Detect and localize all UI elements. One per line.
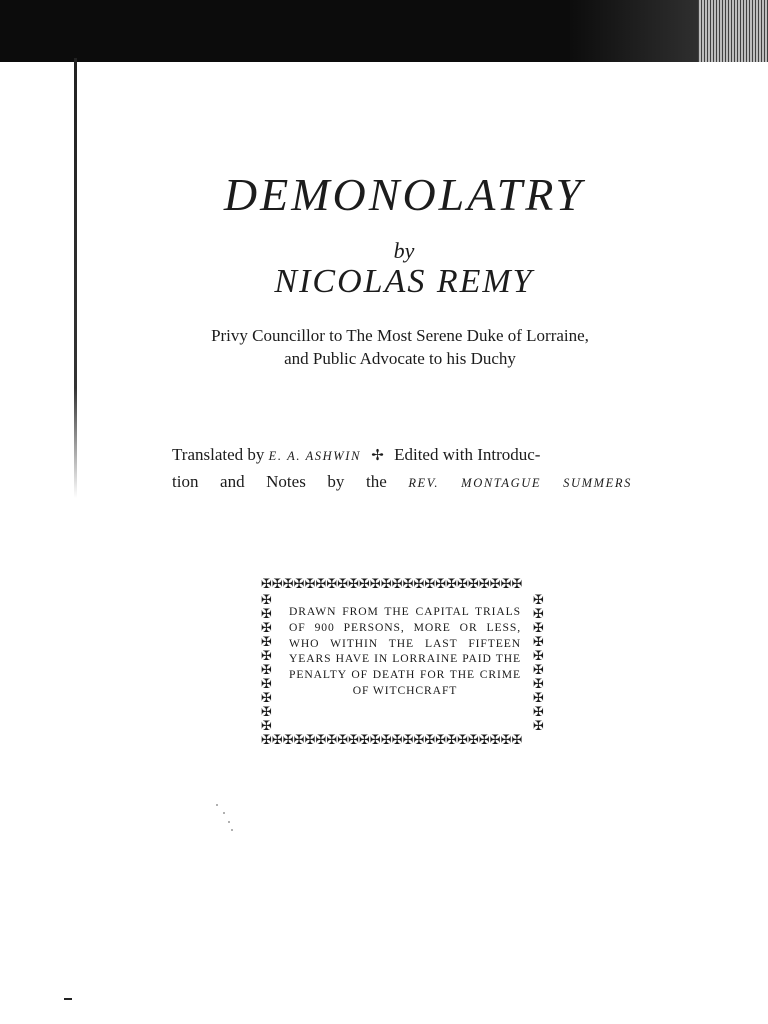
credits-block (172, 442, 632, 496)
speck (228, 821, 230, 823)
frame-border-bottom: ✠✠✠✠✠✠✠✠✠✠✠✠✠✠✠✠✠✠✠✠✠✠✠✠ (261, 734, 523, 748)
frame-border-right: ✠✠✠✠✠✠✠✠✠✠ (533, 594, 544, 734)
scan-specks (214, 802, 234, 832)
cross-separator-icon: ✢ (371, 448, 384, 464)
book-title: DEMONOLATRY (223, 169, 585, 220)
speck (231, 829, 233, 831)
author-description (160, 324, 640, 370)
ornamental-frame (261, 578, 549, 750)
speck (216, 804, 218, 806)
edited-text: Edited with Introduc- (394, 445, 541, 464)
frame-border-left: ✠✠✠✠✠✠✠✠✠✠ (261, 594, 272, 734)
author-name: NICOLAS REMY (274, 263, 534, 300)
speck (223, 812, 225, 814)
credits-line-2 (172, 469, 632, 496)
line2-prefix: tion and Notes by the (172, 472, 387, 491)
author-description-line-1: Privy Councillor to The Most Serene Duke of Lorraine, (211, 326, 589, 345)
translated-prefix: Translated by (172, 445, 265, 464)
scan-bar-noise (698, 0, 768, 62)
by-line: by (393, 238, 415, 263)
frame-description-text: DRAWN FROM THE CAPITAL TRIALS OF 900 PERSONS, MORE OR LESS, WHO WITHIN THE LAST FIFTEEN YEARS HAVE IN LORRAINE PAID THE PENALTY OF DEATH FOR THE CRIME OF WITCHCRAFT (289, 605, 521, 697)
scan-top-bar (0, 0, 768, 62)
editor-name: REV. MONTAGUE SUMMERS (408, 476, 632, 490)
scan-bar-fade (568, 0, 698, 62)
translator-name: E. A. ASHWIN (268, 449, 362, 463)
scan-mark (64, 998, 72, 1000)
frame-border-top: ✠✠✠✠✠✠✠✠✠✠✠✠✠✠✠✠✠✠✠✠✠✠✠✠ (261, 578, 523, 592)
author-description-line-2: and Public Advocate to his Duchy (284, 349, 516, 368)
